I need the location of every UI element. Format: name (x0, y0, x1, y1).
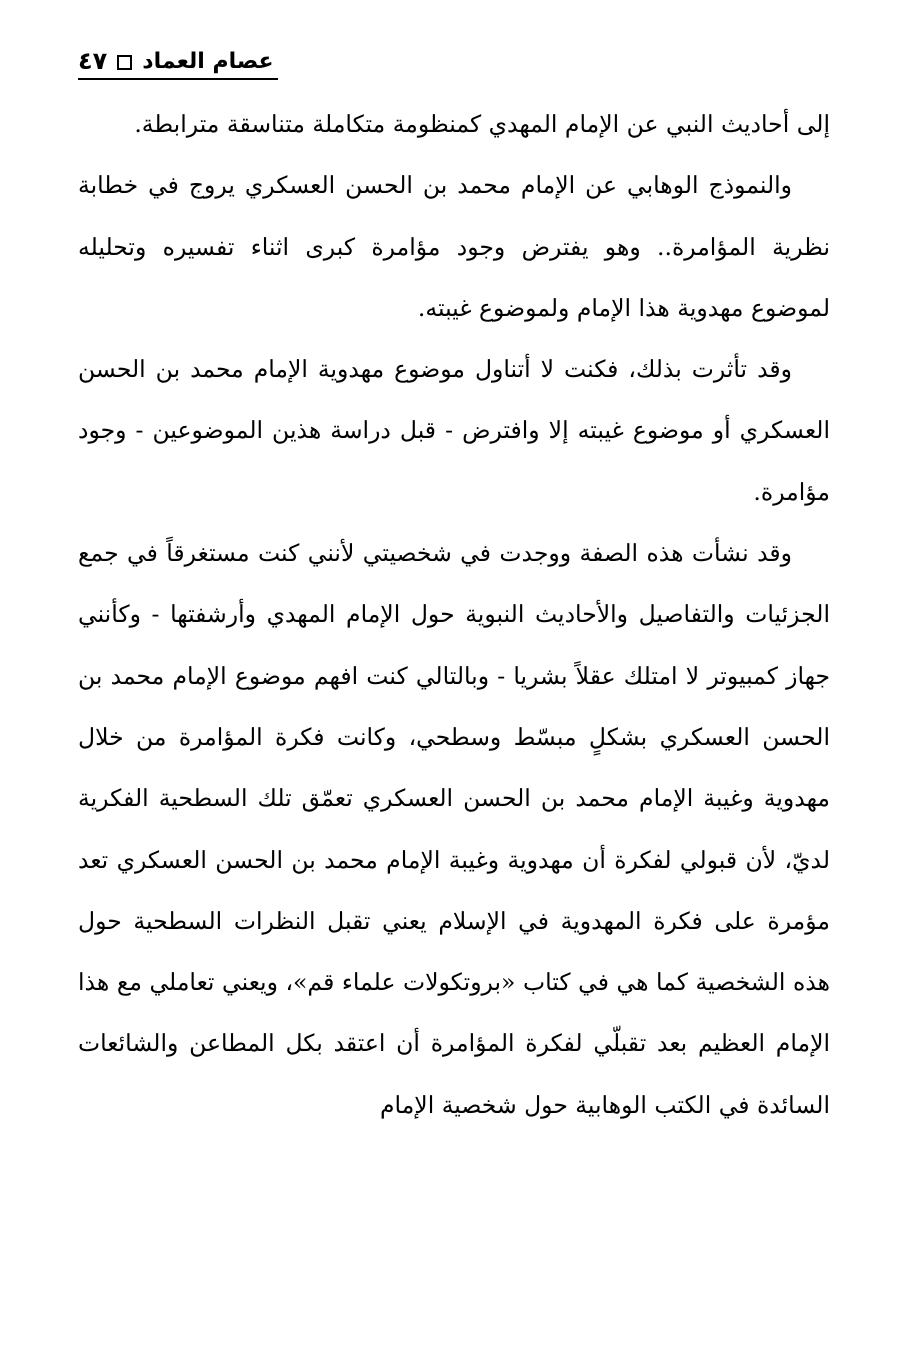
paragraph: إلى أحاديث النبي عن الإمام المهدي كمنظومة متكاملة متناسقة مترابطة. (134, 110, 830, 138)
page-header (78, 44, 830, 78)
body-text (78, 94, 830, 1136)
paragraph: وقد نشأت هذه الصفة ووجدت في شخصيتي لأنني كنت مستغرقاً في جمع الجزئيات والتفاصيل والأحاديث النبوية حول الإمام المهدي وأرشفتها - وكأنني جهاز كمبيوتر لا امتلك عقلاً بشريا - وبالتالي كنت افهم موضوع الإمام محمد بن الحسن العسكري بشكلٍ مبسّط وسطحي، وكانت فكرة المؤامرة من خلال مهدوية وغيبة الإمام محمد بن الحسن العسكري تعمّق تلك السطحية الفكرية لديّ، لأن قبولي لفكرة أن مهدوية وغيبة الإمام محمد بن الحسن العسكري تعد مؤمرة على فكرة المهدوية في الإسلام يعني تقبل النظرات السطحية حول هذه الشخصية كما هي في كتاب «بروتكولات علماء قم»، ويعني تعاملي مع هذا الإمام العظيم بعد تقبلّي لفكرة المؤامرة أن اعتقد بكل المطاعن والشائعات السائدة في الكتب الوهابية حول شخصية الإمام (78, 539, 830, 1119)
header-group (78, 44, 278, 78)
header-rule (78, 78, 278, 80)
running-title: عصام العماد (142, 48, 274, 74)
square-ornament-icon (117, 55, 132, 70)
paragraph: وقد تأثرت بذلك، فكنت لا أتناول موضوع مهدوية الإمام محمد بن الحسن العسكري أو موضوع غيبته إلا وافترض - قبل دراسة هذين الموضوعين - وجود مؤامرة. (78, 355, 830, 506)
book-page (78, 0, 830, 1352)
paragraph: والنموذج الوهابي عن الإمام محمد بن الحسن العسكري يروج في خطابة نظرية المؤامرة.. وهو يفترض وجود مؤامرة كبرى اثناء تفسيره وتحليله لموضوع مهدوية هذا الإمام ولموضوع غيبته. (78, 171, 830, 322)
page-number: ٤٧ (78, 47, 108, 75)
